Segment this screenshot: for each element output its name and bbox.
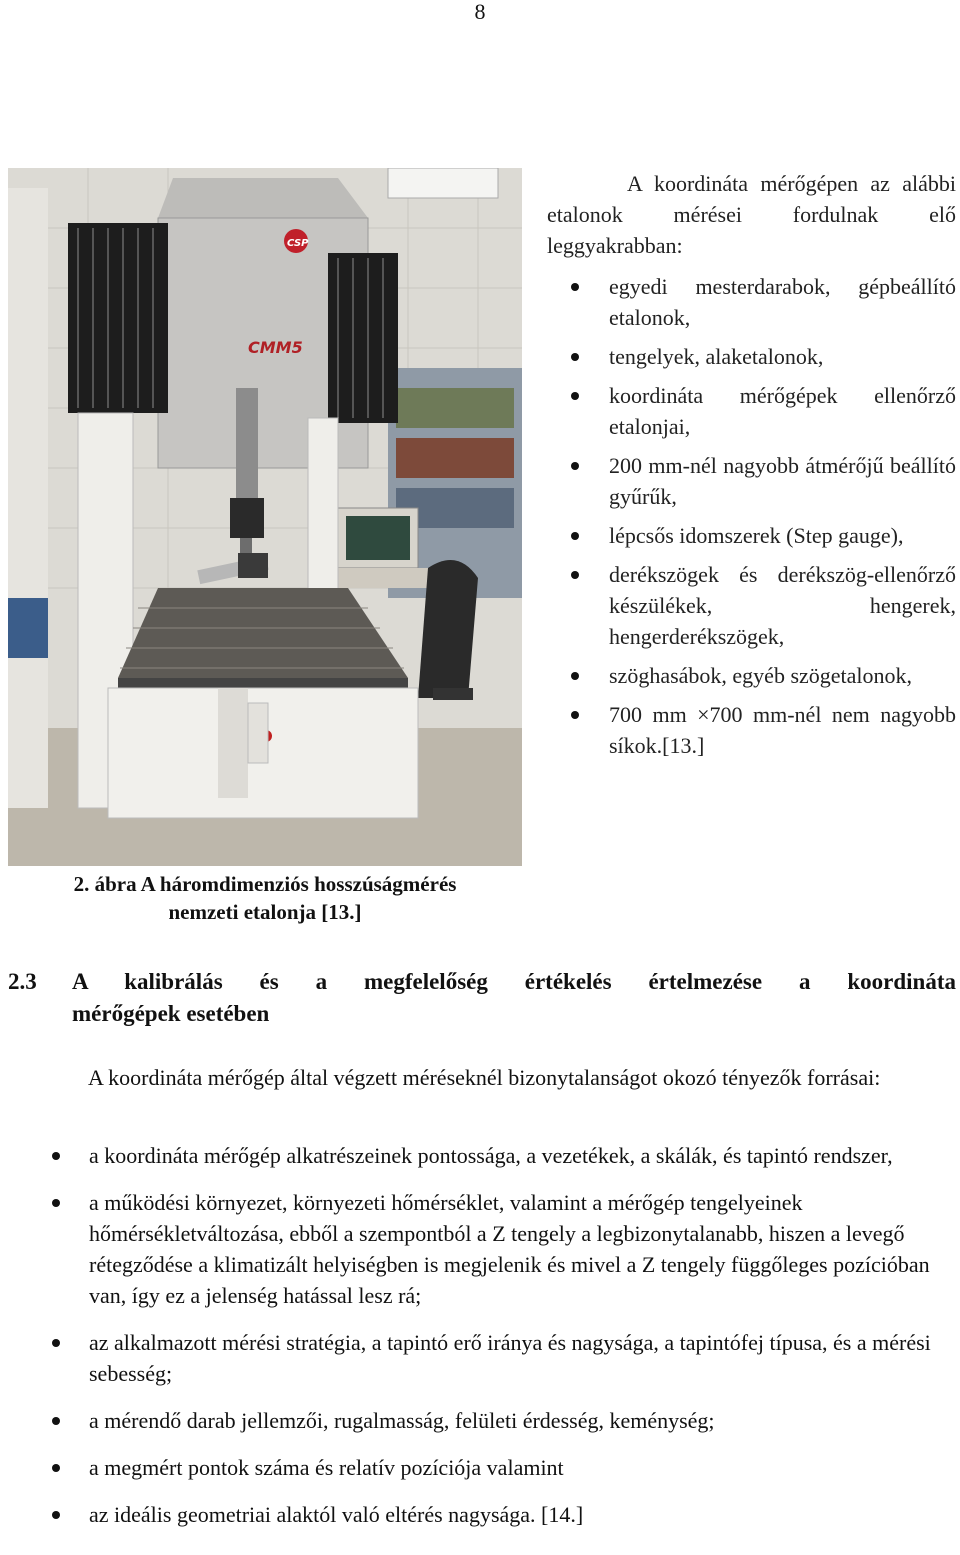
section-number: 2.3 — [8, 969, 37, 994]
figure-caption — [8, 870, 522, 926]
page-number: 8 — [474, 0, 486, 24]
side-list-item: derékszögek és derékszög-ellenőrző készülékek, hengerek, hengerderékszögek, — [547, 559, 956, 652]
caption-line-2: nemzeti etalonja [13.] — [168, 900, 362, 924]
side-intro: A koordináta mérőgépen az alábbi etalonok mérései fordulnak elő leggyakrabban: — [547, 171, 956, 258]
list-item: az ideális geometriai alaktól való eltérés nagysága. [14.] — [8, 1499, 956, 1530]
side-list — [547, 271, 956, 761]
section-title-line-1: A kalibrálás és a megfelelőség értékelés értelmezése a koordináta — [72, 969, 956, 994]
list-item: a megmért pontok száma és relatív pozíciója valamint — [8, 1452, 956, 1483]
side-column — [547, 168, 956, 769]
side-list-item: egyedi mesterdarabok, gépbeállító etalonok, — [547, 271, 956, 333]
side-list-item: koordináta mérőgépek ellenőrző etalonjai, — [547, 380, 956, 442]
side-list-item: lépcsős idomszerek (Step gauge), — [547, 520, 956, 551]
list-item: az alkalmazott mérési stratégia, a tapintó erő iránya és nagysága, a tapintófej típusa, és a mérési sebesség; — [8, 1327, 956, 1389]
side-list-item: tengelyek, alaketalonok, — [547, 341, 956, 372]
side-list-item: szöghasábok, egyéb szögetalonok, — [547, 660, 956, 691]
list-item: a mérendő darab jellemzői, rugalmasság, felületi érdesség, keménység; — [8, 1405, 956, 1436]
factor-list — [8, 1140, 956, 1546]
brand-logo: CSP — [287, 238, 309, 249]
cmm-photo-illustration — [8, 168, 522, 866]
side-list-item: 200 mm-nél nagyobb átmérőjű beállító gyűrűk, — [547, 450, 956, 512]
section-title-line-2: mérőgépek esetében — [72, 1001, 270, 1026]
figure-cmm-photo — [8, 168, 522, 866]
section-heading — [8, 966, 956, 1030]
list-item: a koordináta mérőgép alkatrészeinek pontossága, a vezetékek, a skálák, és tapintó rendszer, — [8, 1140, 956, 1171]
machine-label: CMM5 — [248, 338, 303, 357]
intro-paragraph: A koordináta mérőgép által végzett méréseknél bizonytalanságot okozó tényezők forrásai: — [88, 1065, 881, 1090]
caption-line-1: 2. ábra A háromdimenziós hosszúságmérés — [73, 872, 457, 896]
side-list-item: 700 mm ×700 mm-nél nem nagyobb síkok.[13.] — [547, 699, 956, 761]
list-item: a működési környezet, környezeti hőmérséklet, valamint a mérőgép tengelyeinek hőmérsékletváltozása, ebből a szempontból a Z tengely a legbizonytalanabb, hiszen a levegő rétegződése a klimatizált helyiségben is megjelenik és mivel a Z tengely függőleges pozícióban van, így ez a jelenség hatással lesz rá; — [8, 1187, 956, 1311]
